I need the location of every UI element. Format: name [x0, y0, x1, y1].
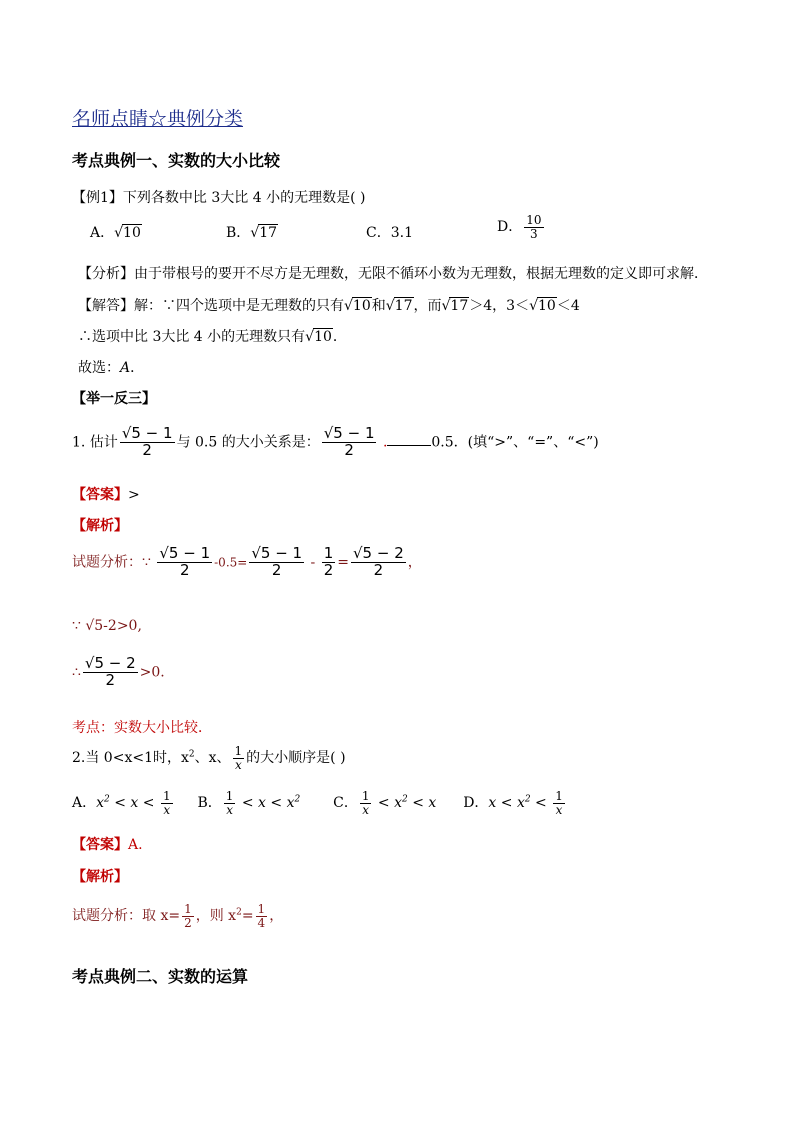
q1-analysis-label: 【解析】 [72, 518, 128, 534]
fraction [120, 426, 175, 459]
denominator: 2 [373, 560, 384, 579]
denominator: 2 [271, 560, 282, 579]
radicand: 10 [352, 298, 371, 314]
choice-value: A [120, 360, 131, 376]
q2-analysis-label: 【解析】 [72, 869, 128, 885]
q2-option-d: D．$x < x^2$ < $\frac{1}{x}$ [463, 789, 563, 817]
denominator: 3 [530, 226, 538, 241]
fraction [322, 546, 336, 579]
text: 1. 估计 [72, 434, 118, 451]
section-heading-2: 考点典例二、实数的运算 [72, 967, 249, 986]
numerator: 10 [526, 213, 542, 227]
fraction [233, 745, 245, 771]
sqrt-symbol: √17 [441, 298, 469, 314]
answer-label: 【答案】 [72, 837, 128, 853]
example-1-solution [78, 295, 580, 315]
q2-option-b: B． $\frac{1}{x}$ < $x < x^2$ [197, 789, 301, 817]
denominator: x [234, 757, 242, 772]
option-letter: A． [90, 225, 115, 241]
option-letter: C． [333, 795, 358, 812]
section-heading-1: 考点典例一、实数的大小比较 [72, 151, 281, 170]
option-letter: D． [497, 219, 523, 236]
sqrt-symbol: √10 [344, 298, 371, 314]
text: = [337, 554, 349, 571]
q2-option-c: C． $\frac{1}{x}$ < $x^2 < x$ [333, 789, 437, 817]
practice-header: 【举一反三】 [72, 391, 156, 407]
question-2 [72, 745, 346, 771]
numerator: √5 − 1 [159, 544, 211, 562]
radicand: 17 [394, 298, 413, 314]
fraction: $\frac{1}{x}$ [162, 789, 171, 817]
numerator: √5 − 1 [251, 544, 303, 562]
answer-label: 【答案】 [72, 487, 128, 503]
radicand: 10 [123, 225, 141, 241]
numerator: 1 [257, 902, 266, 916]
numerator: √5 − 2 [353, 544, 404, 562]
fraction: $\frac{1}{x}$ [225, 789, 234, 817]
denominator: 2 [142, 440, 152, 459]
numerator: √5 − 2 [84, 654, 136, 672]
text: 、x、 [194, 750, 231, 767]
sqrt-symbol: √10 [305, 329, 332, 345]
sqrt-symbol: √17 [250, 225, 278, 241]
option-letter: B． [197, 795, 222, 812]
text: ∴ [72, 664, 81, 681]
q1-point: 考点：实数大小比较． [72, 720, 212, 736]
example-label: 【例1】 [72, 190, 123, 206]
q1-line-2: ∵ √5-2>0, [72, 618, 142, 634]
option-letter: B． [226, 225, 251, 241]
text: 的大小顺序是( ) [246, 750, 346, 767]
option-d [497, 214, 546, 240]
q1-line-3 [72, 656, 165, 689]
text: 0.5．(填“>”、“=”、“<”) [431, 434, 599, 451]
question-text: 下列各数中比 3大比 4 小的无理数是( ) [122, 190, 366, 206]
text: ∴选项中比 3大比 4 小的无理数只有 [78, 329, 306, 345]
q2-option-a: A．$x^2 < x$ < $\frac{1}{x}$ [72, 789, 171, 817]
text: ， [407, 554, 422, 571]
q2-solution [72, 903, 283, 929]
answer-mark: . [382, 434, 388, 451]
text: ＞4，3＜ [469, 298, 530, 314]
page-title: 名师点睛☆典例分类 [72, 108, 244, 130]
text: 解：∵四个选项中是无理数的只有 [134, 298, 344, 314]
numerator: 1 [323, 544, 334, 562]
question-1 [72, 426, 599, 459]
answer-label: 【解答】 [78, 298, 134, 314]
option-c: C．3.1 [366, 225, 413, 241]
fraction: $\frac{1}{x}$ [361, 789, 370, 817]
text: 试题分析： [72, 554, 142, 571]
denominator: 2 [105, 670, 116, 689]
text: 2.当 0<x<1时，x [72, 750, 189, 767]
radicand: 17 [259, 225, 278, 241]
text: ． [332, 329, 347, 345]
text: >0. [139, 664, 165, 681]
numerator: √5 − 1 [323, 424, 375, 442]
fraction [256, 903, 268, 929]
sqrt-symbol: √17 [385, 298, 413, 314]
text: = [241, 908, 254, 925]
text: 故选： [78, 360, 120, 376]
sqrt-symbol: √10 [114, 225, 141, 241]
example-1-choice [78, 357, 144, 377]
fraction [83, 656, 138, 689]
text: ＜4 [556, 298, 580, 314]
example-1-question [72, 187, 365, 207]
text: ． [130, 360, 145, 376]
text: -0.5= [214, 555, 248, 570]
text: 试题分析：取 x= [72, 908, 181, 925]
fraction: $\frac{1}{x}$ [555, 789, 563, 817]
text: ∵ [142, 554, 151, 571]
numerator: 1 [184, 902, 192, 916]
fraction [182, 903, 194, 929]
example-1-therefore [78, 326, 347, 346]
q1-solution [72, 546, 422, 579]
fraction [322, 426, 377, 459]
text: 与 0.5 的大小关系是： [176, 434, 320, 451]
q1-answer [72, 484, 140, 504]
fraction [524, 214, 543, 240]
text: 和 [371, 298, 386, 314]
option-b [226, 222, 278, 242]
fraction [157, 546, 212, 579]
radicand: 17 [450, 298, 469, 314]
fraction [249, 546, 304, 579]
denominator: 2 [323, 560, 334, 579]
q2-answer [72, 834, 143, 854]
text: ， [269, 908, 284, 925]
option-letter: A． [72, 795, 97, 812]
option-letter: D． [463, 795, 489, 812]
numerator: 1 [234, 744, 243, 758]
radicand: 10 [538, 298, 556, 314]
answer-value: > [128, 487, 140, 503]
sqrt-symbol: √10 [529, 298, 556, 314]
text: - [306, 554, 320, 571]
denominator: 2 [184, 915, 192, 930]
text: ，则 x [195, 908, 237, 925]
fraction [351, 546, 406, 579]
superscript: 2 [188, 749, 195, 760]
answer-value: A. [128, 837, 143, 853]
denominator: 2 [179, 560, 190, 579]
radicand: 10 [314, 329, 332, 345]
text: ，而 [413, 298, 442, 314]
q2-options [72, 790, 567, 816]
option-a [90, 222, 142, 242]
example-1-analysis: 【分析】由于带根号的要开不尽方是无理数，无限不循环小数为无理数，根据无理数的定义即可求解． [78, 266, 708, 282]
denominator: 4 [257, 915, 266, 930]
numerator: √5 − 1 [121, 424, 173, 442]
superscript: 2 [236, 907, 242, 918]
answer-blank[interactable] [387, 433, 431, 446]
denominator: 2 [344, 440, 354, 459]
